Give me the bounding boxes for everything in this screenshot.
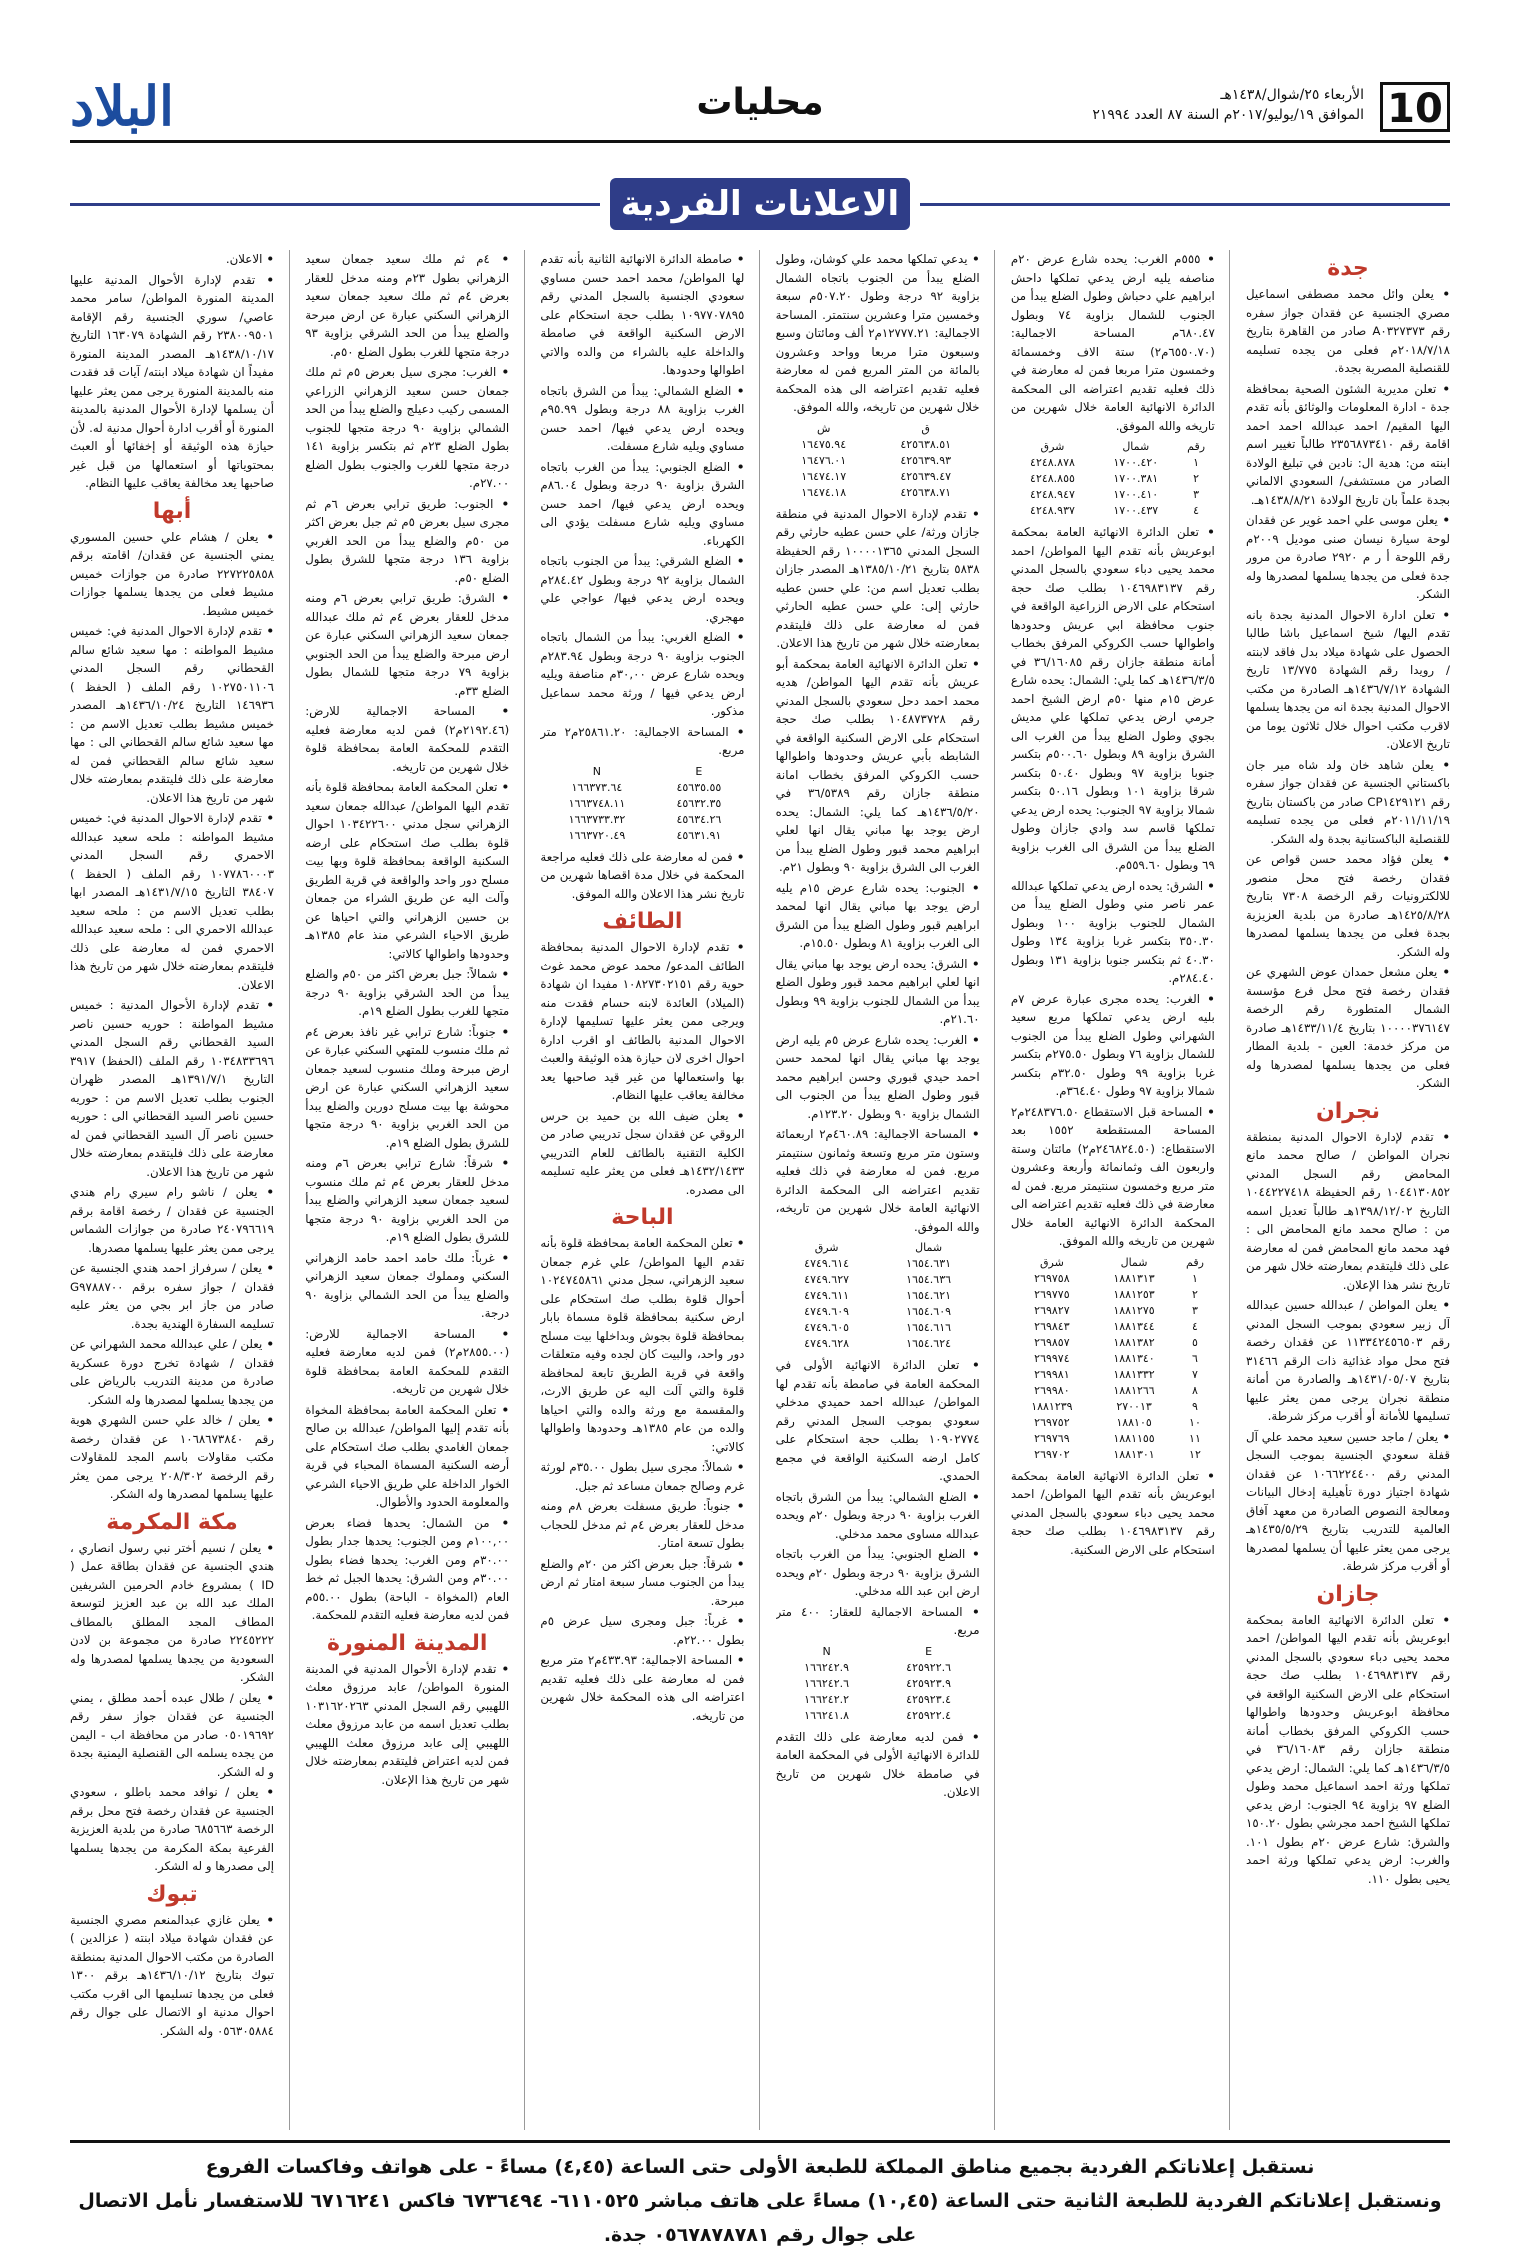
newspaper-logo: البلاد: [70, 74, 175, 138]
date-line-1: الأربعاء ٢٥/شوال/١٤٣٨هـ: [1220, 87, 1364, 103]
column-4: [540, 250, 744, 2130]
table-row: [776, 469, 980, 485]
table-cell: ٦: [1192, 1351, 1198, 1365]
table-header-cell: شمال: [1120, 1255, 1148, 1269]
city-heading: جازان: [1316, 1581, 1380, 1607]
table-row: [776, 1288, 980, 1304]
classified-ad: • تعلن الدائرة الانهائية العامة بمحكمة ابوعريش بأنه تقدم اليها المواطن/ احمد محمد يحيى دباء سعودي بالسجل المدني رقم ١٠٤٦٩٨٣١٣٧ بطلب صك حجة استحكام على الارض السكنية الواقعة في محافظة ابوعريش وحدودها واطوالها حسب الكروكي المرفق بخطاب أمانة منطقة جازان رقم ٣٦/١٦٠٨٣ في ١٤٣٦/٣/٥هـ كما يلي: الشمال: ارض يدعي تملكها ورثة احمد اسماعيل محمد وطول الضلع ٩٧ بزاوية ٩٤ الجنوب: ارض يدعي تملكها الشيخ احمد مجرشي بطول ١٥٠.٢٠ والشرق: شارع عرض ٢٠م بطول ١٠١. والغرب: ارض يدعي تملكها ورثة احمد يحيى بطول ١١٠.: [1246, 1611, 1450, 1889]
top-rule: [70, 140, 1450, 143]
table-cell: ١٦٤٧٦.٠١: [801, 453, 847, 467]
column-separator: [524, 250, 525, 2130]
table-cell: ٢٦٩٩٨٠: [1034, 1383, 1070, 1397]
table-cell: ٢٦٩٧٥٢: [1034, 1415, 1070, 1429]
table-row: [776, 1676, 980, 1692]
classified-ad: • غرباً: جبل ومجرى سيل عرض ٥م بطول ٢٢.٠٠م.: [540, 1612, 744, 1649]
column-separator: [994, 250, 995, 2130]
classified-ad: • يعلن مشعل حمدان عوض الشهري عن فقدان رخصة فتح محل فرع مؤسسة الشمال المتطورة رقم الرخصة ١٠٠٠٠٣٧٦١٤٧ بتاريخ ١٤٣٣/١١/٤هـ صادرة من مركز خدمة: العين - بلدية المطار فعلى من يجدها يسلمها لمصدرها وله الشكر.: [1246, 963, 1450, 1093]
column-separator: [759, 250, 760, 2130]
table-row: [1011, 503, 1215, 519]
classified-ad: • المساحة الاجمالية: ٤٦٠.٨٩م٢ اربعمائة وستون متر مربع وتسعة وثمانون سنتيمتر مربع. فمن له معارضة في ذلك فعليه تقديم اعتراضه الى المحكمة الدائرة الانهائية العامة خلال شهرين من تاريخه، والله الموفق.: [776, 1125, 980, 1236]
classified-ad: • تقدم لإدارة الاحوال المدنية في: خميس مشيط المواطنه : مها سعيد شائع سالم القحطاني رقم السجل المدني ١٠٢٧٥٠١١٠٦ رقم الملف ( الحفظ ) ١٤٦٩٣٦ التاريخ ١٤٣٦/١٠/٢٤هـ المصدر خميس مشيط بطلب تعديل الاسم من : مها سعيد شائع سالم القحطاني الى : مها سعيد شائع سالم القحطاني فمن له معارضة على ذلك فليتقدم بمعارضته خلال شهر من تاريخ هذا الاعلان.: [70, 622, 274, 807]
classified-ad: • تعلن المحكمة العامة بمحافظة المخواة بأنه تقدم إليها المواطن/ عبدالله بن صالح جمعان الغامدي بطلب صك استحكام على أرضه السكنية المسماة المحباء في قرية الخوار الداخلة علي طريق الاحياء الشرعي والمعلومة الحدود والأطوال.: [305, 1401, 509, 1512]
classified-ad: • يدعي تملكها محمد علي كوشان، وطول الضلع يبدأ من الجنوب باتجاه الشمال بزاوية ٩٢ درجة وطول ٥٠٧.٢٠م سبعة وخمسين مترا وعشرين سنتمتر. المساحة الاجمالية: ١٢٧٧٧.٢١م٢ ألف ومائتان وسبع وسبعون مترا مربعا وواحد وعشرون بالمائة من المتر المربع فمن له معارضة فعليه تقديم اعتراضه الى هذه المحكمة خلال شهرين من تاريخه، والله الموفق.: [776, 250, 980, 417]
footer: [70, 2150, 1450, 2252]
classified-ad: • المساحة الاجمالية: ٤٣٣.٩٣م٢ متر مربع فمن له معارضة على ذلك فعليه تقديم اعتراضه الى هذه المحكمة خلال شهرين من تاريخه.: [540, 1651, 744, 1725]
table-row: [1011, 1319, 1215, 1335]
table-cell: ٧: [1192, 1367, 1198, 1381]
classified-ad: • المساحة الاجمالية للارض: (٢٨٥٥.٠٠م٢) فمن لديه معارضة فعليه التقدم للمحكمة العامة بمحافظة قلوة خلال شهرين من تاريخه.: [305, 1325, 509, 1399]
classified-ad: • يعلن ضيف الله بن حميد بن حرس الروقي عن فقدان سجل تدريبي صادر من الكلية التقنية بالطائف للعام التدريبي ١٤٣٢/١٤٣٣هـ فعلى من يعثر عليه تسليمه الى مصدره.: [540, 1107, 744, 1200]
table-row: [776, 453, 980, 469]
table-cell: ٤٢٤٨.٨٥٥: [1030, 472, 1075, 485]
table-row: [1011, 1447, 1215, 1463]
table-cell: ١٦٥٤.٦٢١: [906, 1289, 952, 1302]
table-cell: ٢٧٠٠١٣: [1116, 1399, 1152, 1413]
classified-ad: • الغرب: يحده مجرى عبارة عرض ٧م بليه ارض يدعي تملكها مريع سعيد الشهراني وطول الضلع يبدأ من الجنوب للشمال بزاوية ٧٦ وبطول ٢٧٥.٥٠م بتكسر غربا بزاوية ٩٩ وطول ٣٢.٥٠م بتكسر شمالا بزاوية ٩٧ وطول ٣٦٤.٤٠م.: [1011, 990, 1215, 1101]
coordinates-table: [1011, 1255, 1215, 1463]
classified-ad: • الضلع الشمالي: يبدأ من الشرق باتجاه الغرب بزاوية ٩٠ درجة وبطول ٢٠م ويحده عبدالله مساوى محمد مدخلي.: [776, 1488, 980, 1544]
table-cell: ١٦٦٣٧٣.٦٤: [571, 780, 623, 794]
table-row: [776, 1304, 980, 1320]
table-header-cell: N: [822, 1644, 831, 1658]
classified-ad: • يعلن / ناشو رام سيري رام هندي الجنسية عن فقدان / رخصة اقامة برقم ٢٤٠٧٩٦٦١٩ صادرة من جوازات الشماس يرجى ممن يعثر عليها يسلمها مصدرها.: [70, 1183, 274, 1257]
table-cell: ١٦٦٢٤٢.٩: [804, 1660, 850, 1674]
table-row: [776, 1660, 980, 1676]
table-cell: ١٦٥٤.٦٢٤: [906, 1337, 952, 1350]
table-cell: ٤٢٥٩٢٣.٤: [906, 1692, 952, 1706]
classified-ad: • الشرق: طريق ترابي بعرض ٦م ومنه مدخل للعقار بعرض ٤م ثم ملك عبدالله جمعان سعيد الزهراني السكني عبارة عن ارض مبرحة والضلع يبدأ من الحد الجنوبي بزاوية ٧٩ درجة متجها للشمال بطول الضلع ٣٣م.: [305, 589, 509, 700]
classified-ad: • تعلن مديرية الشئون الصحية بمحافظة جدة - ادارة المعلومات والوثائق بأنه تقدم اليها المقيم/ احمد عبدالله احمد احمد اقامة رقم ٢٣٥٦٨٧٣٤١٠ طالباً تغيير اسم ابنته من: هدية ال: نادين في تبليغ الولادة الصادر من مستشفى/ السعودي الالماني بجدة علماً بان تاريخ الولادة ١٤٣٨/٨/٢١هـ.: [1246, 380, 1450, 510]
classified-ad: • فمن لديه معارضة على ذلك التقدم للدائرة الانهائية الأولى في المحكمة العامة في صامطة خلال شهرين من تاريخ الاعلان.: [776, 1728, 980, 1802]
table-cell: ١٨٨١٢٦٦: [1113, 1383, 1155, 1397]
table-row: [776, 1320, 980, 1336]
table-row: [776, 1256, 980, 1272]
table-row: [1011, 1367, 1215, 1383]
coordinates-table: [776, 1240, 980, 1352]
classified-ad: • الشرق: يحده ارض يدعي تملكها عبدالله عمر ناصر مني وطول الضلع يبدأ من الشمال للجنوب بزاوية ١٠٠ وبطول ٣٥٠.٣٠ بتكسر غربا بزاوية ١٣٤ وطول ٤٠.٣٠ ثم بتكسر جنوبا بزاوية ١٣١ وبطول ٢٨٤.٤٠م.: [1011, 877, 1215, 988]
table-cell: ١٦٤٧٤.١٨: [801, 485, 847, 499]
classified-ad: • شمالاً: جبل بعرض اكثر من ٥٠م والضلع يبدأ من الحد الشرقي بزاوية ٩٠ درجة متجها للغرب بطول الضلع ١٩م.: [305, 965, 509, 1021]
footer-line-2: ونستقبل إعلاناتكم الفردية للطبعة الثانية حتى الساعة (١٠,٤٥) مساءً على هاتف مباشر ٦١١٠٥٢٥- ٦٧٣٦٤٩٤ فاكس ٦٧١٦٢٤١ للاستفسار نأمل الاتصال على جوال رقم ٠٥٦٧٨٧٨٧٨١ جدة.: [78, 2190, 1442, 2246]
table-row: [540, 812, 744, 828]
table-row: [1011, 1415, 1215, 1431]
table-cell: ١٧٠٠.٤٢٠: [1113, 456, 1159, 469]
table-cell: ١٨٨١٣٤٠: [1113, 1351, 1155, 1365]
city-heading: الباحة: [611, 1205, 674, 1230]
table-row: [776, 1336, 980, 1352]
city-heading: المدينة المنورة: [326, 1630, 488, 1656]
classified-ad: • الاعلان.: [70, 250, 274, 269]
classified-ad: • غرباً: ملك حامد احمد حامد الزهراني السكني ومملوك جمعان سعيد الزهراني والضلع يبدأ من الحد الشمالي بزاوية ٩٠ درجة.: [305, 1249, 509, 1323]
page-number: 10: [1380, 82, 1450, 132]
column-3: [776, 250, 980, 2130]
classified-ad: • ٤م ثم ملك سعيد جمعان سعيد الزهراني بطول ٢٣م ومنه مدخل للعقار بعرض ٤م ثم ملك سعيد جمعان سعيد الزهراني السكني عبارة عن ارض مبرحة والضلع يبدأ من الحد الشرقي بزاوية ٩٣ درجة متجها للغرب بطول الضلع ٥٠م.: [305, 250, 509, 361]
table-cell: ٤: [1193, 504, 1200, 517]
table-cell: ٤٢٤٨.٨٧٨: [1030, 456, 1075, 469]
table-cell: ١٦٥٤.٦٠٩: [906, 1305, 952, 1318]
table-cell: ٤٧٤٩.٦٢٧: [804, 1273, 850, 1286]
classified-ad: • الغرب: يحده شارع عرض ٥م يليه ارض يوجد بها مباني يقال انها لمحمد حسن احمد حيدي قبوري وحسن ابراهيم محمد قبور وطول الضلع يبدأ من الجنوب الى الشمال بزاوية ٩٠ وبطول ١٢٣.٢٠م.: [776, 1031, 980, 1124]
table-cell: ٢٦٩٧٧٥: [1034, 1287, 1070, 1301]
table-row: [1011, 1271, 1215, 1287]
classified-ad: • تعلن المحكمة العامة بمحافظة قلوة بأنه تقدم اليها المواطن/ عبدالله جمعان سعيد الزهراني سجل مدني ١٠٣٤٢٢٦٠٠ احوال قلوة بطلب صك استحكام على ارضه السكنية الواقعة بمحافظة قلوة وبها بيت مسلح دور واحد والواقعة في قرية الطريق وآلت اليه عن طريق الشراء من جمعان بن حسين الزهراني والتي احياها عن طريق الاحياء الشرعي منذ عام ١٣٨٥هـ وحدودها واطوالها كالاتي:: [305, 778, 509, 963]
table-cell: ١٦٦٢٤٢.٢: [804, 1692, 850, 1706]
table-cell: ٢٦٩٧٥٨: [1034, 1271, 1070, 1285]
masthead: [70, 74, 1450, 138]
classified-ad: • يعلن / نسيم أختر نبي رسول انصاري ، هندي الجنسية عن فقدان بطاقة عمل ( ID ) بمشروع خادم الحرمين الشريفين الملك عبد الله بن عبد العزيز لتوسعة المطاف المجد المطلق بالمطاف ٢٢٤٥٢٢٢ صادرة من مجموعة بن لادن السعودية من يجدها يسلمها لمصدرها وله الشكر.: [70, 1539, 274, 1687]
table-cell: ١٦٤٧٤.١٧: [801, 469, 847, 483]
table-cell: ٢٦٩٨٤٣: [1034, 1319, 1070, 1333]
table-cell: ١٧٠٠.٤١٠: [1113, 488, 1159, 501]
classified-ad: • المساحة الاجمالية للارض: (٢١٩٢.٤٦م٢) فمن لديه معارضة فعليه التقدم للمحكمة العامة بمحافظة قلوة خلال شهرين من تاريخه.: [305, 702, 509, 776]
banner-rule-right: [920, 203, 1450, 206]
table-header-cell: شرق: [814, 1241, 839, 1254]
table-cell: ٢٦٩٨٢٧: [1034, 1303, 1070, 1317]
table-row: [1011, 1431, 1215, 1447]
table-row: [776, 485, 980, 501]
table-cell: ٤٢٥٦٣٨.٧١: [900, 485, 952, 499]
table-row: [1011, 1303, 1215, 1319]
table-header-cell: رقم: [1186, 1255, 1204, 1269]
classified-ad: • شرقاً: شارع ترابي بعرض ٦م ومنه مدخل للعقار بعرض ٤م ثم ملك منسوب لسعيد جمعان سعيد الزهراني والضلع يبدأ من الحد الغربي بزاوية ٩٠ درجة متجها للشرق بطول الضلع ١٩م.: [305, 1154, 509, 1247]
table-header-cell: شمال: [1122, 440, 1150, 453]
classified-ad: • الضلع الجنوبي: يبدأ من الغرب باتجاه الشرق بزاوية ٩٠ درجة وبطول ٨٦.٠٤م ويحده ارض يدعي فيها/ احمد حسن مساوي ويليه شارع مسفلت يؤدي الى الكهرباء.: [540, 458, 744, 551]
classified-ad: • شمالاً: مجرى سيل بطول ٣٥.٠٠م لورثة غرم وصالح جمعان مساعد ثم جبل.: [540, 1458, 744, 1495]
city-heading: أبها: [152, 498, 192, 524]
table-cell: ١٦٥٤.٦٣٦: [906, 1273, 952, 1286]
table-row: [1011, 1351, 1215, 1367]
classified-ad: • تعلن ادارة الاحوال المدنية بجدة بانه تقدم اليها/ شيخ اسماعيل باشا طالبا الحصول على شهادة ميلاد بدل فاقد لابنته / رويدا رقم الشهادة ١٣/٧٧٥ تاريخ الشهادة ١٤٣٦/٧/١٢هـ الصادرة من مكتب الاحوال المدنية بجدة انه من يجدها يسلمها لاقرب مكتب احوال خلال ثلاثون يوما من تاريخ الاعلان.: [1246, 606, 1450, 754]
table-header-cell: رقم: [1187, 440, 1206, 453]
columns-container: [70, 250, 1450, 2130]
table-cell: ١٧٠٠.٣٨١: [1113, 472, 1159, 485]
table-cell: ٤٥٦٣١.٩١: [676, 828, 722, 842]
classified-ad: • الضلع الجنوبي: يبدأ من الغرب باتجاه الشرق بزاوية ٩٠ درجة وبطول ٢٠م ويحده ارض ابن عبد الله مدخلي.: [776, 1545, 980, 1601]
table-cell: ٤٧٤٩.٦١١: [804, 1289, 850, 1302]
table-header-cell: N: [592, 764, 602, 778]
classified-ad: • تعلن الدائرة الانهائية العامة بمحكمة ابوعريش بأنه تقدم اليها المواطن/ احمد محمد يحيى دباء سعودي بالسجل المدني رقم ١٠٤٦٩٨٣١٣٧ بطلب صك حجة استحكام على الارض السكنية.: [1011, 1467, 1215, 1560]
table-row: [776, 1272, 980, 1288]
column-6: [70, 250, 274, 2130]
table-cell: ٤٥٦٣٢.٣٥: [676, 796, 722, 810]
table-row: [776, 437, 980, 453]
section-title: محليات: [696, 82, 824, 123]
classified-ad: • الضلع الشمالي: يبدأ من الشرق باتجاه الغرب بزاوية ٨٨ درجة وبطول ٩٥.٩٩م ويحده ارض يدعي فيها/ احمد حسن مساوي ويليه شارع مسفلت.: [540, 382, 744, 456]
table-header-cell: E: [695, 764, 703, 778]
classified-ad: • تقدم لإدارة الأحوال المدنية : خميس مشيط المواطنة : حوريه حسين ناصر السيد القحطاني رقم السجل المدني ١٠٣٤٨٣٣٦٩٦ رقم الملف (الحفظ) ٣٩١٧ التاريخ ١٣٩١/٧/١هـ المصدر ظهران الجنوب بطلب تعديل الاسم من : حوريه حسين ناصر السيد القحطاني الى : حوريه حسين ناصر آل السيد القحطاني فمن له معارضة على ذلك فليتقدم بمعارضته خلال شهر من تاريخ هذا الاعلان.: [70, 996, 274, 1181]
classified-ad: • تقدم لإدارة الاحوال المدنية في: خميس مشيط المواطنه : ملحه سعيد عبدالله الاحمري رقم السجل المدني ١٠٧٧٨٦٠٠٠٣ رقم الملف ( الحفظ ) ٣٨٤٠٧ التاريخ ١٤٣١/٧/١٥هـ المصدر ابها بطلب تعديل الاسم من : ملحه سعيد عبدالله الاحمري الى : ملحه سعيد عبدالله الاحمري فمن له معارضة على ذلك فليتقدم بمعارضته خلال شهر من تاريخ هذا الاعلان.: [70, 809, 274, 994]
classified-ad: • ٥٥٥م الغرب: يحده شارع عرض ٢٠م مناصفه يليه ارض يدعي تملكها داحش ابراهيم علي دحباش وطول الضلع يبدأ من الجنوب للشمال بزاوية ٧٤ وبطول ٦٨٠.٤٧م المساحة الاجمالية: (٦٥٥٠.٧٠م٢) ستة الاف وخمسمائة وخمسون مترا مربعا فمن له معارضة في ذلك فعليه تقديم اعتراضه الى المحكمة الدائرة الانهائية العامة خلال شهرين من تاريخه والله الموفق.: [1011, 250, 1215, 435]
table-cell: ٤: [1192, 1319, 1198, 1333]
table-cell: ١٦٦٢٤٢.٦: [804, 1676, 850, 1690]
table-header-cell: شرق: [1039, 1255, 1064, 1269]
table-header-cell: E: [925, 1644, 933, 1658]
table-cell: ١٨٨١٢٣٩: [1031, 1399, 1073, 1413]
table-cell: ٤٢٥٦٣٩.٩٣: [900, 453, 952, 467]
table-cell: ٢٦٩٩٨١: [1034, 1367, 1070, 1381]
table-row: [1011, 1335, 1215, 1351]
classified-ad: • يعلن المواطن / عبدالله حسين عبدالله آل زبير سعودي بموجب السجل المدني رقم ١١٣٣٤٢٤٥٦٥٠٣ عن فقدان رخصة فتح محل مواد غذائية ذات الرقم ٣١٤٦٦ بتاريخ ١٤٣١/٠٥/٠٧هـ والصادرة من أمانة منطقة نجران يرجى ممن يعثر عليها تسليمها للأمانة أو أقرب مركز شرطة.: [1246, 1296, 1450, 1426]
table-cell: ٩: [1192, 1399, 1198, 1413]
table-row: [776, 1708, 980, 1724]
table-cell: ١٦٥٤.٦١٦: [906, 1321, 952, 1334]
city-heading: مكة المكرمة: [106, 1509, 238, 1535]
classified-ad: • يعلن / طلال عبده أحمد مطلق ، يمني الجنسية عن فقدان جواز سفر رقم ٠٥٠١٩٦٩٢ صادر من محافظة اب - اليمن من يجده يسلمه الى القنصلية اليمنية بجدة و له الشكر.: [70, 1689, 274, 1782]
coordinates-table: [540, 764, 744, 844]
table-cell: ٤٧٤٩.٦١٤: [804, 1257, 850, 1270]
table-cell: ١٨٨١٠٥: [1116, 1415, 1152, 1429]
classified-ad: • تقدم لإدارة الأحوال المدنية في المدينة المنورة المواطن/ عابد مرزوق معلث اللهيبي رقم السجل المدني ١٠٣١٦٢٠٢٦٣ بطلب تعديل اسمه من عابد مرزوق معلث اللهيبي إلى عابد مرزوق معلث اللهيبي فمن لديه اعتراض فليتقدم بمعارضته خلال شهر من تاريخ هذا الإعلان.: [305, 1660, 509, 1790]
table-cell: ١٨٨١٢٥٣: [1113, 1287, 1155, 1301]
classified-ad: • شرقاً: جبل بعرض اكثر من ٢٠م والضلع يبدأ من الجنوب مسار سبعة امتار ثم ارض مبرحة.: [540, 1555, 744, 1611]
classified-ad: • الجنوب: طريق ترابي بعرض ٦م ثم مجرى سيل بعرض ٥م ثم جبل بعرض اكثر من ٥٠م والضلع يبدأ من الحد الغربي بزاوية ١٣٦ درجة متجها للشرق بطول الضلع ٥٠م.: [305, 495, 509, 588]
column-separator: [289, 250, 290, 2130]
table-cell: ١٦٥٤.٦٣١: [906, 1257, 952, 1270]
table-cell: ١٢: [1189, 1447, 1201, 1461]
coordinates-table: [1011, 439, 1215, 519]
classified-ad: • الضلع الشرقي: يبدأ من الجنوب باتجاه الشمال بزاوية ٩٢ درجة وبطول ٢٨٤.٤٢م ويحده ارض يدعي فيها/ عواجي علي مهجري.: [540, 552, 744, 626]
table-cell: ٢٦٩٧٠٢: [1034, 1447, 1070, 1461]
classified-ad: • صامطة الدائرة الانهائية الثانية بأنه تقدم لها المواطن/ محمد احمد حسن مساوي سعودي الجنسية بالسجل المدني رقم ١٠٩٧٧٠٧٨٩٥ بطلب حجة استحكام على الارض السكنية الواقعة في صامطة والداخلة عليه بالشراء من والده والاتي اطوالها وحدودها.: [540, 250, 744, 380]
classified-ad: • جنوباً: طريق مسفلت بعرض ٨م ومنه مدخل للعقار بعرض ٤م ثم مدخل للحجاب بطول تسعة امتار.: [540, 1497, 744, 1553]
classified-ad: • الغرب: مجرى سيل بعرض ٥م ثم ملك جمعان حسن سعيد الزهراني الزراعي المسمى ركيب دعيلج والضلع يبدأ من الحد الشمالي بزاوية ٩٠ درجة متجها للجنوب بطول الضلع ٢٣م ثم بتكسر بزاوية ١٤١ درجة متجها للغرب والجنوب بطول الضلع ٢٧.٠٠م.: [305, 363, 509, 493]
date-line-2: الموافق ١٩/يوليو/٢٠١٧م السنة ٨٧ العدد ٢١٩٩٤: [1092, 107, 1364, 123]
table-cell: ١٦٦٣٧٣٣.٣٢: [568, 812, 626, 826]
table-cell: ١٨٨١٣١٣: [1113, 1271, 1155, 1285]
classified-ad: • الضلع الغربي: يبدأ من الشمال باتجاه الجنوب بزاوية ٩٠ درجة وبطول ٢٨٣.٩٤م ويحده شارع عرض ٣٠,٠٠م مناصفة ويليه ارض يدعي فيها / ورثة محمد سماعيل مذكور.: [540, 628, 744, 721]
table-cell: ١٨٨١٣٨٢: [1113, 1335, 1155, 1349]
classifieds-banner: الاعلانات الفردية: [610, 178, 910, 230]
classified-ad: • يعلن وائل محمد مصطفى اسماعيل مصري الجنسية عن فقدان جواز سفره رقم A٠٣٢٧٣٧٣ صادر من القاهرة بتاريخ ٢٠١٨/٧/١٨م فعلى من يجده تسليمه للقنصلية المصرية بجدة.: [1246, 285, 1450, 378]
table-row: [1011, 1383, 1215, 1399]
coordinates-table: [776, 1644, 980, 1724]
table-cell: ٢٦٩٧٦٩: [1034, 1431, 1070, 1445]
table-cell: ١٠: [1189, 1415, 1201, 1429]
table-header-cell: شرق: [1040, 440, 1065, 453]
table-row: [540, 796, 744, 812]
column-2: [1011, 250, 1215, 2130]
column-1: [1246, 250, 1450, 2130]
table-header-cell: ق: [921, 421, 930, 435]
table-cell: ١٦٤٧٥.٩٤: [801, 437, 847, 451]
table-cell: ٤٥٦٣٤.٢٦: [676, 812, 722, 826]
classified-ad: • تقدم لإدارة الاحوال المدنية بمحافظة الطائف المدعو/ محمد عوض محمد غوث حوية رقم ١٠٨٢٧٣٠٢١٥١ مفيدا ان شهادة (الميلاد) العائدة لابنه حسام فقدت منه ويرجى ممن يعثر عليها تسليمها لإدارة الاحوال المدنية بالطائف او اقرب ادارة احوال اخرى لان حيازة هذه الوثيقة والعبث بها واستعمالها من غير قيد صاحبها يعد مخالفة يعاقب عليها النظام.: [540, 938, 744, 1105]
column-separator: [1229, 250, 1230, 2130]
classified-ad: • من الشمال: يحدها فضاء بعرض ١٠٠,٠٠م ومن الجنوب: يحدها جدار بطول ٣٠.٠٠م ومن الغرب: يحدها فضاء بطول ٣٠.٠٠م ومن الشرق: يحدها الجبل ثم خط العام (المخواة - الباحة) بطول ٥٥.٠٠م فمن لديه معارضة فعليه التقدم للمحكمة.: [305, 1514, 509, 1625]
classified-ad: • يعلن / علي عبدالله محمد الشهراني عن فقدان / شهادة تخرج دورة عسكرية صادرة من مدينة التدريب بالرياض على من يجدها يسلمها لمصدرها وله الشكر.: [70, 1335, 274, 1409]
table-cell: ٤٢٥٩٢٣.٩: [906, 1676, 952, 1690]
footer-rule: [70, 2140, 1450, 2143]
table-row: [1011, 471, 1215, 487]
classified-ad: • يعلن غازي عبدالمنعم مصري الجنسية عن فقدان شهادة ميلاد ابنته ( عزالدين ) الصادرة من مكتب الاحوال المدنية بمنطقة تبوك بتاريخ ١٤٣٦/١٠/١٢هـ برقم ١٣٠٠ فعلى من يجدها تسليمها الى اقرب مكتب احوال مدنية او الاتصال على جوال رقم ٠٥٦٣٠٥٨٨٤ وله الشكر.: [70, 1911, 274, 2041]
table-row: [540, 828, 744, 844]
banner-rule-left: [70, 203, 600, 206]
table-cell: ١٦٦٣٧٢٠.٤٩: [568, 828, 626, 842]
classified-ad: • يعلن شاهد خان ولد شاه مير جان باكستاني الجنسية عن فقدان جواز سفره رقم CP١٤٢٩١٢١ صادر من باكستان بتاريخ ٢٠١١/١١/١٩م فعلى من يجده تسليمه للقنصلية الباكستانية بجدة وله الشكر.: [1246, 756, 1450, 849]
city-heading: الطائف: [602, 909, 683, 934]
table-cell: ٢٦٩٩٧٤: [1034, 1351, 1070, 1365]
table-cell: ٢: [1192, 1287, 1198, 1301]
city-heading: نجران: [1315, 1098, 1381, 1124]
classified-ad: • تعلن المحكمة العامة بمحافظة قلوة بأنه تقدم اليها المواطن/ علي غرم جمعان سعيد الزهراني، سجل مدني ١٠٢٤٧٤٥٨٦١ أحوال قلوة بطلب صك استحكام على ارض سكنية بمحافظة قلوة مسماة بابار بمحافظة قلوة بجوش وبداخلها بيت مسلح دور واحد، والبيت كان لجده وفيه متعلقات واقعة في قرية الطريق تابعة لمحافظة قلوة والتي آلت اليه عن طريق الارث، والمقسمة مع ورثة والده والتي احياها والده من عام ١٣٨٥هـ وحدودها واطوالها كالاتي:: [540, 1234, 744, 1456]
classified-ad: • يعلن / نوافد محمد باطلو ، سعودي الجنسية عن فقدان رخصة فتح محل برقم الرخصة ٦٨٥٦٦٣ صادرة من بلدية العزيزية الفرعية بمكة المكرمة من يجدها يسلمها إلى مصدرها و له الشكر.: [70, 1783, 274, 1876]
table-header-cell: ش: [816, 421, 831, 435]
table-header-cell: شمال: [915, 1241, 943, 1254]
table-cell: ٥: [1192, 1335, 1198, 1349]
classified-ad: • تقدم لإدارة الأحوال المدنية عليها المدينة المنورة المواطن/ سامر محمد عاصي/ سوري الجنسية رقم الإقامة ٢٣٨٠٠٩٥٠١ رقم الشهادة ١٦٣٠٧٩ التاريخ ١٤٣٨/١٠/١٧هـ المصدر المدينة المنورة مفيداً ان شهادة ميلاد ابنته/ آيات قد فقدت منه بالمدينة المنورة يرجى ممن يعثر عليها أن يسلمها لإدارة الأحوال المدنية بالمدينة المنورة أو أقرب ادارة أحوال مدنية له. لأن حيازة هذه الوثيقة أو إخفائها أو العبث بمحتوياتها أو استعمالها من قبل غير صاحبها يعد مخالفة يعاقب عليها النظام.: [70, 271, 274, 493]
table-cell: ١٦٦٣٧٤٨.١١: [568, 796, 626, 810]
table-cell: ١١: [1189, 1431, 1201, 1445]
table-cell: ٤٥٦٣٥.٥٥: [676, 780, 722, 794]
table-cell: ٨: [1192, 1383, 1198, 1397]
classified-ad: • تقدم لإدارة الاحوال المدنية في منطقة جازان ورثة/ علي حسن عطيه حارثي رقم السجل المدني ١٠٠٠٠١٣٦٥ رقم الحفيظة ٥٨٣٨ بتاريخ ١٣٨٥/١٠/٢١هـ المصدر جازان بطلب تعديل اسم من: علي حسن عطيه حارثي إلى: علي حسن عطيه الحارثي فمن له معارضة على ذلك فليتقدم بمعارضته خلال شهر من تاريخ هذا الاعلان.: [776, 505, 980, 653]
classified-ad: • يعلن / ماجد حسين سعيد محمد علي آل قفلة سعودي الجنسية بموجب السجل المدني رقم ١٠٦٦٢٢٤٤٠٠ عن فقدان شهادة اجتياز دورة تأهيلية إدخال البيانات ومعالجة النصوص الصادرة من معهد آفاق العالمية للتدريب بتاريخ ١٤٣٥/٥/٢٩هـ يرجى ممن يعثر عليها أن يسلمها لمصدرها أو أقرب مركز شرطة.: [1246, 1428, 1450, 1576]
classified-ad: • تعلن الدائرة الانهائية العامة بمحكمة ابوعريش بأنه تقدم اليها المواطن/ احمد محمد يحيى دباء سعودي بالسجل المدني رقم ١٠٤٦٩٨٣١٣٧ بطلب صك حجة استحكام على الارض الزراعية الواقعة في جنوب محافظة ابي عريش وحدودها واطوالها حسب الكروكي المرفق بخطاب أمانة منطقة جازان رقم ٣٦/١٦٠٨٥ في ١٤٣٦/٣/٥هـ كما يلي: الشمال: يحده شارع عرض ١٥م منها ٥٠م ارض الشيخ احمد جرمي ارض يدعي تملكها علي مديش بجوي وطول الضلع يبدأ من الغرب الى الشرق بزاوية ٨٩ وبطول ٥٠٠.٦٠م بتكسر جنوبا بزاوية ٩٧ وبطول ٥٠.٤٠ بتكسر شرقا بزاوية ١٠١ وبطول ٥٠.١٦ بتكسر شمالا بزاوية ٩٧ الجنوب: يحده ارض يدعي تملكها قاسم سد وادي جازان وطول الضلع يبدأ من الشرق الى الغرب بزاوية ٦٩ وبطول ٥٥٩.٦٠م.: [1011, 523, 1215, 875]
city-heading: تبوك: [146, 1881, 198, 1907]
table-cell: ٤٢٥٦٣٩.٤٧: [900, 469, 952, 483]
classified-ad: • المساحة الاجمالية: ٢٥٨٦١.٢٠م٢ متر مربع.: [540, 723, 744, 760]
classified-ad: • يعلن فؤاد محمد حسن قواص عن فقدان رخصة فتح محل منصور للالكترونيات رقم الرخصة ٧٣٠٨ بتاريخ ١٤٢٥/٨/٢٨هـ صادرة من بلدية العزيزية بجدة فعلى من يجدها يسلمها لمصدرها وله الشكر.: [1246, 850, 1450, 961]
table-cell: ٢٦٩٨٥٧: [1034, 1335, 1070, 1349]
table-cell: ٤٧٤٩.٦٠٥: [804, 1321, 850, 1334]
classified-ad: • فمن له معارضة على ذلك فعليه مراجعة المحكمة في خلال مدة اقصاها شهرين من تاريخ نشر هذا الاعلان والله الموفق.: [540, 848, 744, 904]
classified-ad: • يعلن / هشام علي حسين المسوري يمني الجنسية عن فقدان/ اقامته برقم ٢٢٧٢٢٥٨٥٨ صادرة من جوازات خميس مشيط فعلى من يجدها يسلمها جوازات خميس مشيط.: [70, 528, 274, 621]
table-row: [1011, 1287, 1215, 1303]
table-cell: ١٨٨١٣٤٤: [1113, 1319, 1155, 1333]
classified-ad: • المساحة قبل الاستقطاع ٢٤٨٣٧٦.٥٠م٢ المساحة المستقطعة ١٥٥٢ بعد الاستقطاع: (٢٤٦٨٢٤.٥٠م٢) مائتان وستة واربعون الف وثمانمائة وأربعة وعشرون متر مربع وخمسون سنتيمتر مربع. فمن له معارضة في ذلك فعليه تقديم اعتراضه الى المحكمة الدائرة الانهائية العامة خلال شهرين من تاريخه والله الموفق.: [1011, 1103, 1215, 1251]
classified-ad: • يعلن / خالد علي حسن الشهري هوية رقم ١٠٦٨٦٧٣٨٤٠ عن فقدان رخصة مكتب مقاولات باسم المجد للمقاولات رقم الرخصة ٢٠٨/٣٠٢ يرجى ممن يعثر عليها يسلمها لمصدرها وله الشكر.: [70, 1411, 274, 1504]
table-cell: ١٦٦٢٤١.٨: [804, 1708, 850, 1722]
table-cell: ١٨٨١٣٠١: [1113, 1447, 1155, 1461]
table-cell: ٤٢٤٨.٩٤٧: [1030, 488, 1075, 501]
classified-ad: • يعلن / سرفراز احمد هندي الجنسية عن فقدان / جواز سفره برقم G٩٧٨٨٧٠٠ صادر من جاز ابر بجي من يعثر عليه تسليمه السفارة الهندية بجدة.: [70, 1259, 274, 1333]
issue-date: [1092, 85, 1364, 125]
city-heading: جدة: [1327, 256, 1369, 281]
table-cell: ٤٧٤٩.٦٢٨: [804, 1337, 850, 1350]
table-cell: ١: [1192, 1271, 1198, 1285]
table-cell: ١٨٨١٣٣٢: [1113, 1367, 1155, 1381]
table-row: [776, 1692, 980, 1708]
classified-ad: • الجنوب: يحده شارع عرض ١٥م يليه ارض يوجد بها مباني يقال انها لمحمد ابراهيم قبور وطول الضلع يبدأ من الشرق الى الغرب بزاوية ٨١ وبطول ١٥.٥٠م.: [776, 879, 980, 953]
table-cell: ١: [1193, 456, 1200, 469]
table-cell: ٤٢٥٦٣٨.٥١: [900, 437, 952, 451]
table-cell: ٣: [1192, 1303, 1198, 1317]
table-row: [1011, 487, 1215, 503]
table-cell: ٤٧٤٩.٦٠٩: [804, 1305, 850, 1318]
classified-ad: • المساحة الاجمالية للعقار: ٤٠٠ متر مربع.: [776, 1603, 980, 1640]
table-cell: ١٨٨١٢٧٥: [1113, 1303, 1155, 1317]
table-cell: ١٨٨١١٥٥: [1113, 1431, 1155, 1445]
classified-ad: • يعلن موسى علي احمد غوير عن فقدان لوحة سيارة نيسان صنى موديل ٢٠٠٩م رقم اللوحة أ ر م ٢٩٢٠ صادرة من مرور جدة فعلى من يجدها يسلمها لمصدرها وله الشكر.: [1246, 511, 1450, 604]
table-cell: ٤٢٥٩٢٢.٤: [906, 1708, 952, 1722]
table-row: [540, 780, 744, 796]
classified-ad: • تقدم لإدارة الاحوال المدنية بمنطقة نجران المواطن / صالح محمد مانع المحامض رقم السجل المدني ١٠٤٤١٣٠٨٥٢ رقم الحفيظة ١٠٤٤٢٢٧٤١٨ التاريخ ١٣٩٨/١٢/٠٢هـ طالباً تعديل اسمه من : صالح محمد مانع المحامض الى : فهد محمد مانع المحامض فمن له معارضة على ذلك فليتقدم بمعارضته خلال شهر من تاريخ نشر هذا الإعلان.: [1246, 1128, 1450, 1295]
column-5: [305, 250, 509, 2130]
table-cell: ٣: [1193, 488, 1200, 501]
table-cell: ٤٢٥٩٢٢.٦: [906, 1660, 952, 1674]
classified-ad: • الشرق: يحده ارض يوجد بها مباني يقال انها لعلي ابراهيم محمد قبور وطول الضلع يبدأ من الشمال للجنوب بزاوية ٩٩ وبطول ٢١.٦٠م.: [776, 955, 980, 1029]
classified-ad: • تعلن الدائرة الانهائية العامة بمحكمة أبو عريش بأنه تقدم اليها المواطن/ هديه محمد احمد دحل سعودي بالسجل المدني رقم ١٠٤٨٧٣٧٢٨ بطلب صك حجة استحكام على الارض السكنية الواقعة في الشابطه بأبي عريش وحدودها واطوالها حسب الكروكي المرفق بخطاب امانة منطقة جازان رقم ٣٦/٥٣٨٩ في ١٤٣٦/٥/٢٠هـ كما يلي: الشمال: يحده ارض يوجد بها مباني يقال انها لعلي ابراهيم محمد قبور وطول الضلع يبدأ من الغرب الى الشرق بزاوية ٩٠ وبطول ٢١م.: [776, 655, 980, 877]
classified-ad: • تعلن الدائرة الانهائية الأولى في المحكمة العامة في صامطة بأنه تقدم لها المواطن/ عبدالله احمد حميدي مدخلي سعودي بموجب السجل المدني رقم ١٠٩٠٢٧٧٤ بطلب حجة استحكام على كامل ارضه السكنية الواقعة في مجمع الحمدي.: [776, 1356, 980, 1486]
table-cell: ٤٢٤٨.٩٣٧: [1030, 504, 1075, 517]
table-row: [1011, 455, 1215, 471]
table-row: [1011, 1399, 1215, 1415]
classified-ad: • جنوباً: شارع ترابي غير نافذ بعرض ٤م ثم ملك منسوب للمتهي السكني عبارة عن ارض مبرحة وملك منسوب لسعيد جمعان سعيد الزهراني السكني عبارة عن ارض محوشة بها بيت مسلح دورين والضلع يبدأ من الحد الغربي بزاوية ٩٠ درجة متجها للشرق بطول الضلع ١٩م.: [305, 1023, 509, 1153]
table-cell: ١٧٠٠.٤٣٧: [1113, 504, 1159, 517]
coordinates-table: [776, 421, 980, 501]
footer-line-1: نستقبل إعلاناتكم الفردية بجميع مناطق المملكة للطبعة الأولى حتى الساعة (٤,٤٥) مساءً - على هواتف وفاكسات الفروع: [205, 2156, 1315, 2178]
table-cell: ٢: [1193, 472, 1200, 485]
